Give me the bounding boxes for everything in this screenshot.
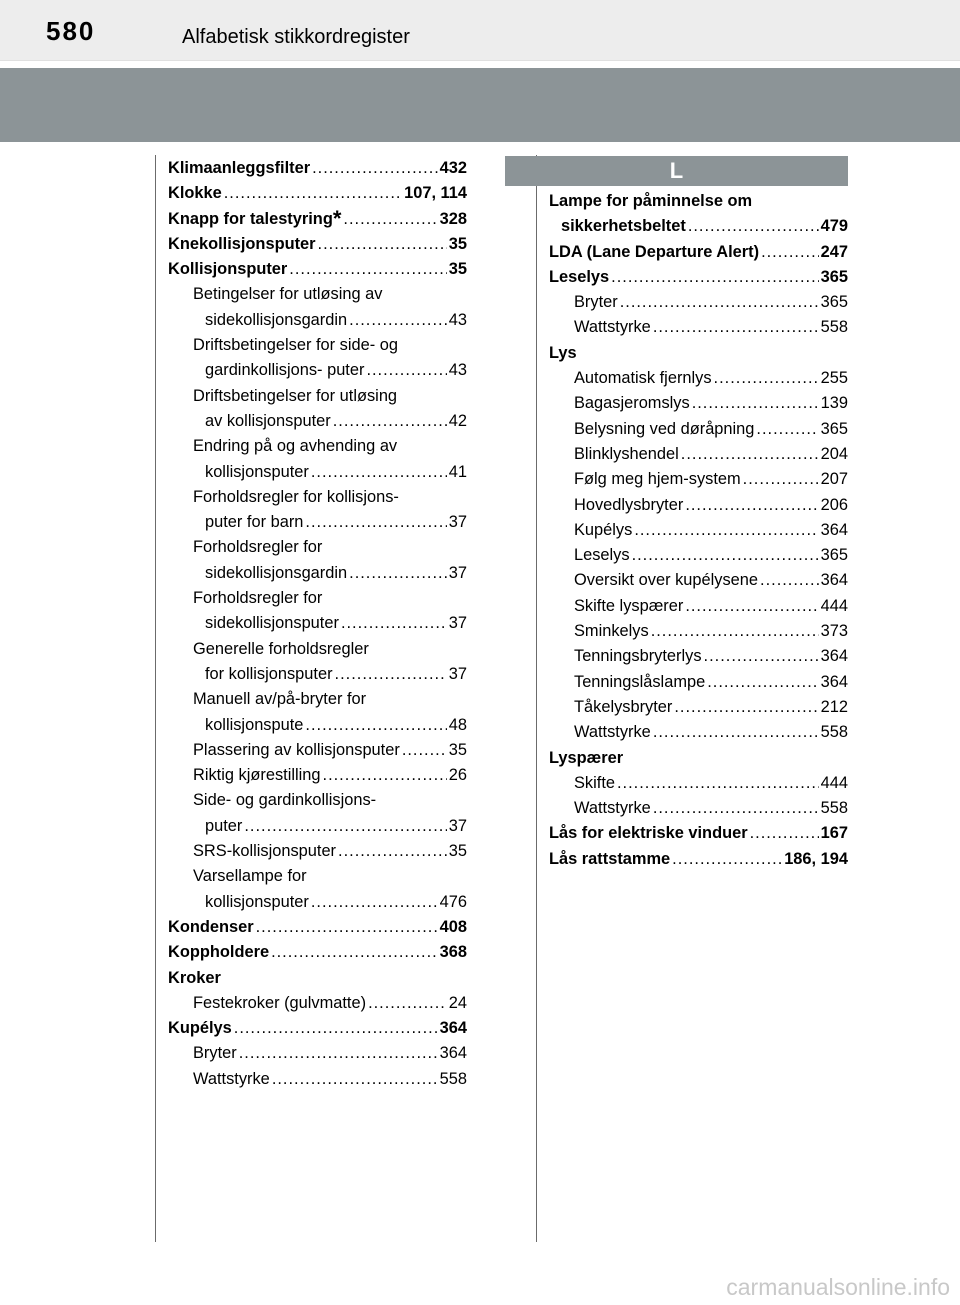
entry-term: av kollisjonsputer [205, 411, 331, 430]
index-entry [168, 940, 467, 965]
entry-term: Festekroker (gulvmatte) [193, 993, 367, 1012]
entry-term: gardinkollisjons- puter [205, 361, 365, 380]
entry-page: 479 [820, 217, 848, 236]
entry-page: 247 [820, 242, 848, 261]
entry-term: Blinklyshendel [574, 444, 679, 463]
index-entry [549, 214, 848, 239]
entry-term: Kupélys [574, 520, 633, 539]
dot-leader [239, 1041, 438, 1066]
index-entry [168, 915, 467, 940]
entry-term: Skifte [574, 773, 615, 792]
index-entry: Forholdsregler for [193, 589, 323, 608]
entry-term: sidekollisjonsgardin [205, 310, 348, 329]
index-entry [549, 417, 848, 442]
dot-leader [685, 594, 818, 619]
index-entry [549, 518, 848, 543]
entry-term: puter [205, 816, 243, 835]
section-title: Alfabetisk stikkordregister [182, 26, 410, 48]
dot-leader [634, 518, 818, 543]
entry-term: kollisjonsputer [205, 892, 309, 911]
index-entry [168, 1067, 467, 1092]
entry-term: Knapp for talestyring [168, 209, 333, 228]
dot-leader [402, 738, 447, 763]
dot-leader [323, 763, 447, 788]
index-entry [168, 713, 467, 738]
entry-page: 186, 194 [784, 849, 848, 868]
entry-page: 365 [820, 546, 848, 565]
entry-term: Bryter [193, 1044, 237, 1063]
entry-term: Leselys [549, 267, 610, 286]
index-entry: Knapp for talestyring * ..... 328 [168, 207, 467, 232]
index-entry [549, 644, 848, 669]
entry-term: kollisjonspute [205, 715, 304, 734]
dot-leader [672, 847, 782, 872]
index-entry [168, 1016, 467, 1041]
entry-page: 255 [820, 369, 848, 388]
entry-page: 37 [448, 563, 467, 582]
dot-leader [256, 915, 438, 940]
dot-leader [305, 510, 446, 535]
dot-leader [651, 619, 819, 644]
index-entry [549, 391, 848, 416]
index-entry [549, 366, 848, 391]
dot-leader [761, 240, 819, 265]
dot-leader [338, 839, 447, 864]
dot-leader [688, 214, 819, 239]
header-band [0, 68, 960, 142]
entry-term: Kondenser [168, 917, 254, 936]
index-entry [168, 232, 467, 257]
dot-leader [681, 442, 819, 467]
index-entry [549, 847, 848, 872]
index-entry [168, 839, 467, 864]
entry-page: 373 [820, 622, 848, 641]
index-entry [168, 763, 467, 788]
index-entry [549, 467, 848, 492]
dot-leader [311, 460, 447, 485]
entry-term: Lås for elektriske vinduer [549, 824, 748, 843]
index-entry [549, 290, 848, 315]
entry-page: 42 [448, 411, 467, 430]
dot-leader [653, 720, 819, 745]
entry-term: puter for barn [205, 513, 304, 532]
index-entry [168, 662, 467, 687]
entry-term: Tenningsbryterlys [574, 647, 702, 666]
dot-leader [224, 181, 402, 206]
entry-page: 43 [448, 310, 467, 329]
column-rule-left [155, 155, 156, 1242]
entry-page: 35 [448, 260, 467, 279]
index-entry [549, 543, 848, 568]
dot-leader [674, 695, 818, 720]
entry-page: 204 [820, 444, 848, 463]
dot-leader [366, 358, 446, 383]
entry-term: Koppholdere [168, 943, 270, 962]
index-entry [168, 1041, 467, 1066]
entry-page: 37 [448, 816, 467, 835]
entry-term: Lås rattstamme [549, 849, 671, 868]
entry-page: 167 [820, 824, 848, 843]
letter-heading: L [505, 156, 848, 186]
index-entry [168, 308, 467, 333]
index-entry: Side- og gardinkollisjons- [193, 791, 377, 810]
entry-term: Belysning ved døråpning [574, 419, 755, 438]
dot-leader [272, 1067, 438, 1092]
page-header [0, 0, 960, 61]
dot-leader [333, 409, 447, 434]
dot-leader [617, 771, 819, 796]
entry-term: Knekollisjonsputer [168, 234, 316, 253]
dot-leader [704, 644, 819, 669]
entry-term: Følg meg hjem-system [574, 470, 741, 489]
index-entry [168, 814, 467, 839]
dot-leader [368, 991, 447, 1016]
dot-leader [343, 207, 437, 232]
entry-term: Bagasjeromslys [574, 394, 690, 413]
dot-leader [335, 662, 447, 687]
index-entry [549, 695, 848, 720]
index-entry: Lampe for påminnelse om [549, 192, 753, 210]
index-entry [549, 670, 848, 695]
dot-leader [692, 391, 819, 416]
index-entry [549, 240, 848, 265]
dot-leader [305, 713, 446, 738]
dot-leader [620, 290, 819, 315]
entry-term: Sminkelys [574, 622, 649, 641]
index-entry [168, 257, 467, 282]
watermark: carmanualsonline.info [726, 1274, 950, 1300]
entry-page: 365 [820, 419, 848, 438]
entry-page: 35 [448, 234, 467, 253]
index-entry [549, 796, 848, 821]
dot-leader [707, 670, 818, 695]
index-entry [168, 991, 467, 1016]
entry-page: 35 [448, 842, 467, 861]
dot-leader [318, 232, 447, 257]
dot-leader [244, 814, 446, 839]
entry-term: Klimaanleggsfilter [168, 159, 311, 177]
index-entry: Varsellampe for [193, 867, 307, 886]
entry-term: Plassering av kollisjonsputer [193, 740, 400, 759]
entry-page: 43 [448, 361, 467, 380]
dot-leader [341, 611, 447, 636]
dot-leader [653, 796, 819, 821]
entry-term: SRS-kollisjonsputer [193, 842, 337, 861]
dot-leader [234, 1016, 438, 1041]
index-entry [168, 890, 467, 915]
dot-leader [632, 543, 819, 568]
entry-term: sidekollisjonsputer [205, 614, 339, 633]
entry-page: 212 [820, 697, 848, 716]
entry-page: 364 [820, 571, 848, 590]
index-entry [549, 493, 848, 518]
page-number: 580 [46, 16, 96, 46]
entry-term: Skifte lyspærer [574, 596, 684, 615]
entry-page: 365 [820, 267, 848, 286]
dot-leader [685, 493, 818, 518]
dot-leader [312, 156, 438, 181]
index-entry [549, 594, 848, 619]
index-entry [549, 771, 848, 796]
index-entry: Betingelser for utløsing av [193, 285, 383, 304]
dot-leader [349, 561, 447, 586]
entry-term: Oversikt over kupélysene [574, 571, 759, 590]
index-entry: Driftsbetingelser for side- og [193, 336, 398, 355]
index-entry: Forholdsregler for [193, 538, 323, 557]
entry-page: 558 [820, 318, 848, 337]
entry-page: 408 [439, 917, 467, 936]
entry-page: 365 [820, 293, 848, 312]
entry-term: Wattstyrke [574, 318, 651, 337]
index-entry [549, 720, 848, 745]
entry-term: Wattstyrke [574, 799, 651, 818]
entry-page: 206 [820, 495, 848, 514]
index-entry [549, 265, 848, 290]
entry-page: 37 [448, 614, 467, 633]
index-column-left [168, 156, 467, 1092]
entry-page: 35 [448, 740, 467, 759]
entry-term: Leselys [574, 546, 630, 565]
dot-leader [311, 890, 438, 915]
index-entry [168, 409, 467, 434]
entry-page: 364 [820, 672, 848, 691]
entry-page: 558 [439, 1069, 467, 1088]
entry-term: Wattstyrke [193, 1069, 270, 1088]
entry-page: 107, 114 [404, 184, 467, 203]
entry-term: Riktig kjørestilling [193, 766, 321, 785]
dot-leader [653, 315, 819, 340]
entry-page: 139 [820, 394, 848, 413]
entry-term: for kollisjonsputer [205, 664, 333, 683]
dot-leader [271, 940, 438, 965]
entry-page: 444 [820, 773, 848, 792]
entry-page: 37 [448, 664, 467, 683]
entry-page: 364 [439, 1044, 467, 1063]
entry-term: LDA (Lane Departure Alert) [549, 242, 760, 261]
index-entry [168, 738, 467, 763]
entry-page: 476 [439, 892, 467, 911]
entry-page: 26 [448, 766, 467, 785]
index-entry: Driftsbetingelser for utløsing [193, 386, 398, 405]
entry-page: 368 [439, 943, 467, 962]
index-entry [549, 568, 848, 593]
dot-leader [611, 265, 818, 290]
entry-term: Automatisk fjernlys [574, 369, 712, 388]
dot-leader [714, 366, 819, 391]
index-entry [168, 460, 467, 485]
entry-page: 558 [820, 799, 848, 818]
index-entry [549, 442, 848, 467]
entry-page: 444 [820, 596, 848, 615]
entry-page: 558 [820, 723, 848, 742]
index-entry [168, 561, 467, 586]
entry-page: 364 [439, 1019, 467, 1038]
dot-leader [750, 821, 819, 846]
index-entry: Lyspærer [549, 748, 624, 767]
index-entry [549, 619, 848, 644]
dot-leader [743, 467, 819, 492]
column-rule-right [536, 155, 537, 1242]
entry-page: 364 [820, 520, 848, 539]
index-entry [168, 611, 467, 636]
entry-page: 207 [820, 470, 848, 489]
dot-leader [289, 257, 446, 282]
entry-page: 432 [439, 159, 467, 177]
index-entry: Endring på og avhending av [193, 437, 398, 456]
entry-term: kollisjonsputer [205, 462, 309, 481]
entry-term: Klokke [168, 184, 222, 203]
entry-page: 24 [448, 993, 467, 1012]
index-entry [168, 156, 467, 181]
entry-term: Hovedlysbryter [574, 495, 684, 514]
entry-term: Kupélys [168, 1019, 232, 1038]
index-entry [549, 315, 848, 340]
index-entry: Generelle forholdsregler [193, 639, 369, 658]
index-entry: Forholdsregler for kollisjons- [193, 487, 399, 506]
entry-term: sidekollisjonsgardin [205, 563, 348, 582]
index-entry: Lys [549, 343, 577, 362]
dot-leader [349, 308, 447, 333]
entry-term: Kollisjonsputer [168, 260, 288, 279]
dot-leader [756, 417, 818, 442]
entry-page: 37 [448, 513, 467, 532]
entry-page: 41 [448, 462, 467, 481]
index-column-right [549, 189, 848, 872]
index-entry: Manuell av/på-bryter for [193, 690, 367, 709]
entry-page: 328 [439, 209, 467, 228]
index-entry: Kroker [168, 968, 221, 987]
entry-page: 364 [820, 647, 848, 666]
entry-term: Tåkelysbryter [574, 697, 673, 716]
index-entry [549, 821, 848, 846]
entry-term: sikkerhetsbeltet [561, 217, 686, 236]
index-entry [168, 358, 467, 383]
entry-term: Bryter [574, 293, 618, 312]
entry-page: 48 [448, 715, 467, 734]
dot-leader [760, 568, 819, 593]
entry-term: Tenningslåslampe [574, 672, 706, 691]
index-entry [168, 510, 467, 535]
index-entry [168, 181, 467, 206]
entry-term: Wattstyrke [574, 723, 651, 742]
